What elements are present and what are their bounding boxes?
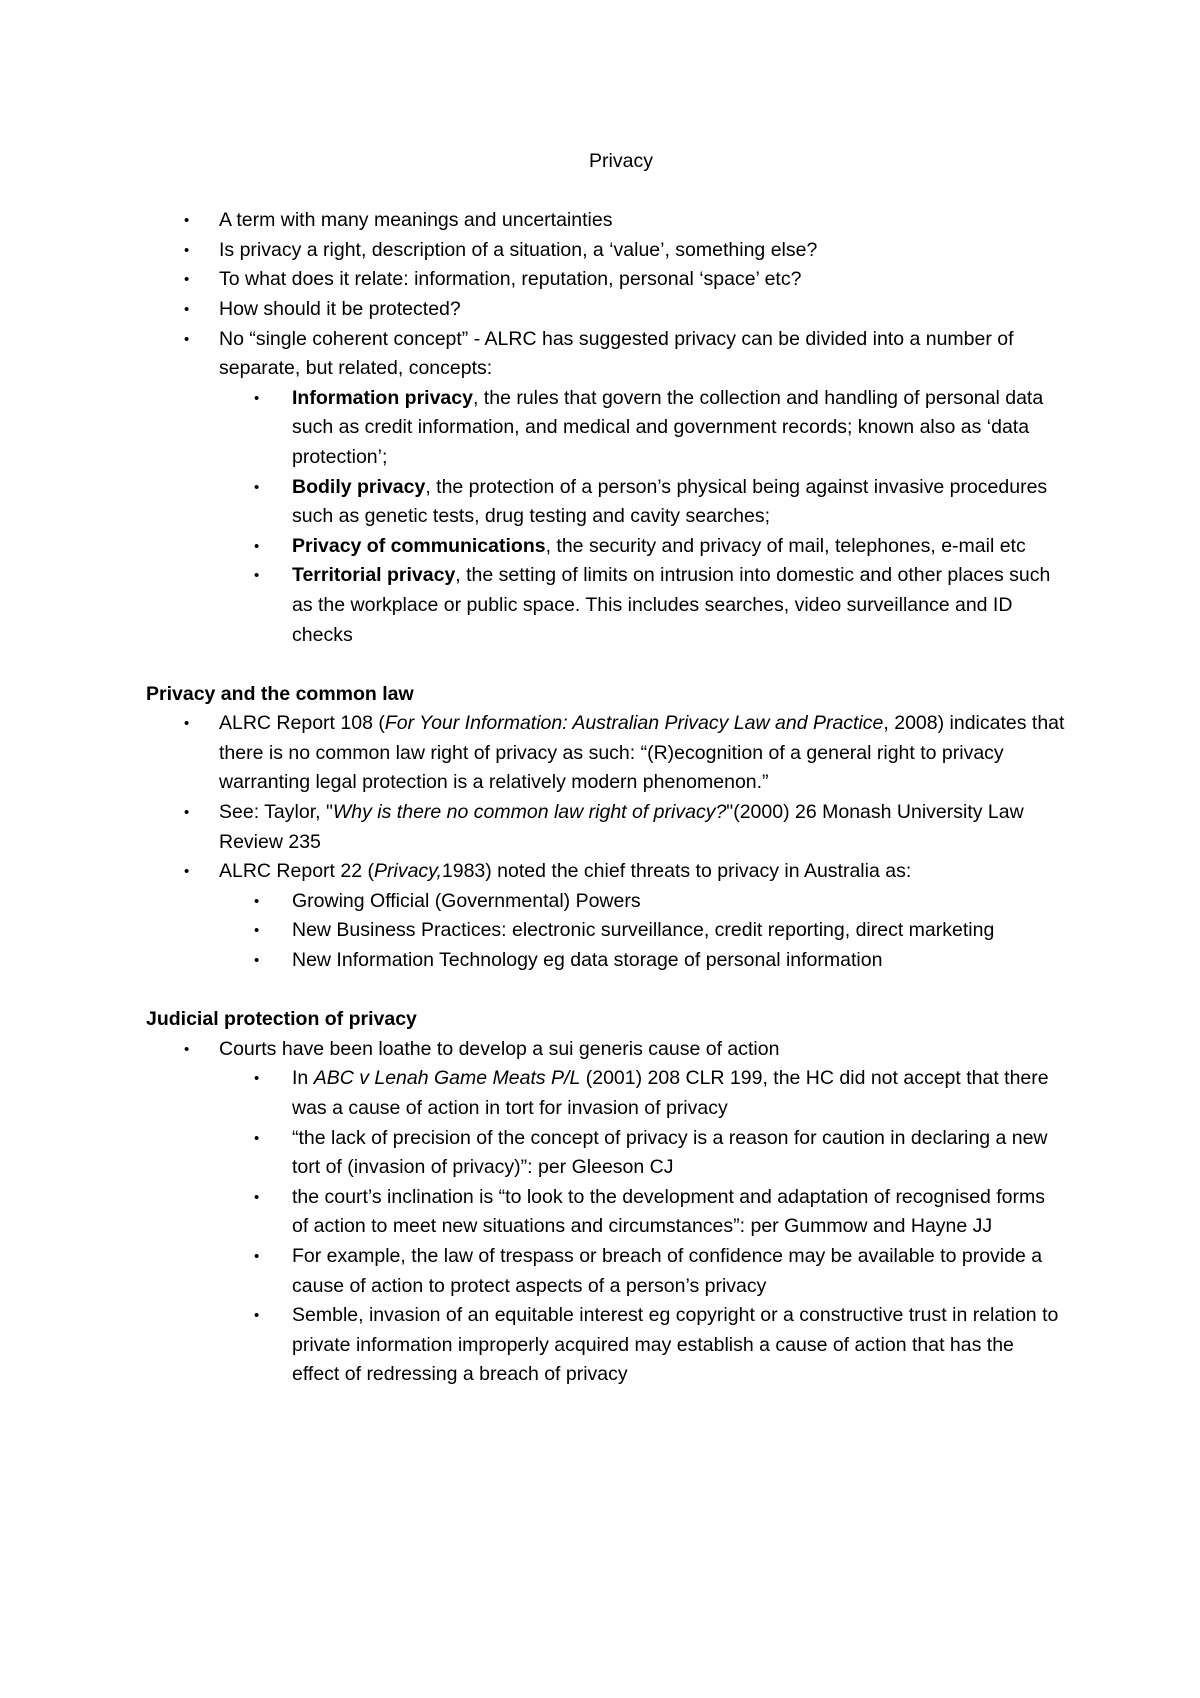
text-run: (2001) 208 CLR 199, the HC did not accept that there was a cause of action in tort for invasion of privacy — [292, 1067, 1049, 1119]
concepts-list — [219, 384, 1066, 650]
list-item-text: No “single coherent concept” - ALRC has suggested privacy can be divided into a number of separate, but related, concepts: — [219, 327, 1014, 380]
page-title: Privacy — [589, 150, 653, 172]
spacer — [146, 650, 1066, 680]
sub-item: • the court’s inclination is “to look to the development and adaptation of recognised forms of action to meet new situations and circumstances”: per Gummow and Hayne JJ — [219, 1183, 1066, 1242]
threats-list — [219, 887, 1066, 976]
concept-term: Territorial privacy — [292, 564, 456, 587]
threat-item: • New Information Technology eg data storage of personal information — [219, 946, 1066, 976]
section-heading-judicial: Judicial protection of privacy — [146, 1008, 417, 1031]
concept-term: Bodily privacy — [292, 475, 426, 498]
document-body — [146, 147, 1066, 1390]
sub-item — [219, 1064, 1066, 1123]
concept-item — [219, 561, 1066, 650]
concept-term: Information privacy — [292, 386, 473, 409]
concept-desc: , the security and privacy of mail, telephones, e-mail etc — [545, 534, 1026, 557]
text-run: , 2008) indicates that there is no common law right of privacy as such: “(R)ecognition of a general right to privacy warranting legal protection is a relatively modern phenomenon.” — [219, 712, 1065, 794]
list-item — [146, 325, 1066, 651]
text-run: ALRC Report 22 ( — [219, 860, 374, 883]
list-item: • To what does it relate: information, reputation, personal ‘space’ etc? — [146, 265, 1066, 295]
list-item — [146, 709, 1066, 798]
list-item — [146, 857, 1066, 975]
spacer — [146, 976, 1066, 1006]
text-run: "(2000) 26 Monash University Law Review 235 — [219, 801, 1024, 853]
list-item-text: Courts have been loathe to develop a sui generis cause of action — [219, 1037, 780, 1060]
text-run: See: Taylor, " — [219, 801, 333, 824]
text-run: 1983) noted the chief threats to privacy in Australia as: — [441, 860, 912, 883]
article-title: Why is there no common law right of privacy? — [332, 801, 727, 824]
judicial-sublist — [219, 1064, 1066, 1390]
concept-desc: , the protection of a person’s physical being against invasive procedures such as genetic tests, drug testing and cavity searches; — [292, 475, 1048, 528]
list-item: • How should it be protected? — [146, 295, 1066, 325]
threat-item: • Growing Official (Governmental) Powers — [219, 887, 1066, 917]
section-heading-common-law: Privacy and the common law — [146, 682, 414, 705]
sub-item: • “the lack of precision of the concept of privacy is a reason for caution in declaring a new tort of (invasion of privacy)”: per Gleeson CJ — [219, 1124, 1066, 1183]
concept-desc: , the setting of limits on intrusion into domestic and other places such as the workplace or public space. This includes searches, video surveillance and ID checks — [292, 564, 1051, 646]
concept-desc: , the rules that govern the collection and handling of personal data such as credit information, and medical and government records; known also as ‘data protection’; — [292, 386, 1044, 468]
concept-item — [219, 384, 1066, 473]
sub-item: • Semble, invasion of an equitable interest eg copyright or a constructive trust in relation to private information improperly acquired may establish a cause of action that has the effect of redressing a breach of privacy — [219, 1301, 1066, 1390]
text-run: ALRC Report 108 ( — [219, 712, 385, 735]
concept-item — [219, 532, 1066, 562]
text-run: In — [292, 1067, 314, 1090]
case-name: ABC v Lenah Game Meats P/L — [313, 1067, 581, 1090]
report-title: For Your Information: Australian Privacy Law and Practice — [384, 712, 884, 735]
common-law-list — [146, 709, 1066, 975]
list-item: • A term with many meanings and uncertainties — [146, 206, 1066, 236]
threat-item: • New Business Practices: electronic surveillance, credit reporting, direct marketing — [219, 916, 1066, 946]
judicial-list — [146, 1035, 1066, 1390]
concept-term: Privacy of communications — [292, 534, 546, 557]
report-title: Privacy, — [373, 860, 442, 883]
intro-list — [146, 206, 1066, 650]
sub-item: • For example, the law of trespass or breach of confidence may be available to provide a cause of action to protect aspects of a person’s privacy — [219, 1242, 1066, 1301]
concept-item — [219, 473, 1066, 532]
list-item — [146, 1035, 1066, 1390]
list-item — [146, 798, 1066, 857]
spacer — [146, 177, 1066, 207]
list-item: • Is privacy a right, description of a situation, a ‘value’, something else? — [146, 236, 1066, 266]
